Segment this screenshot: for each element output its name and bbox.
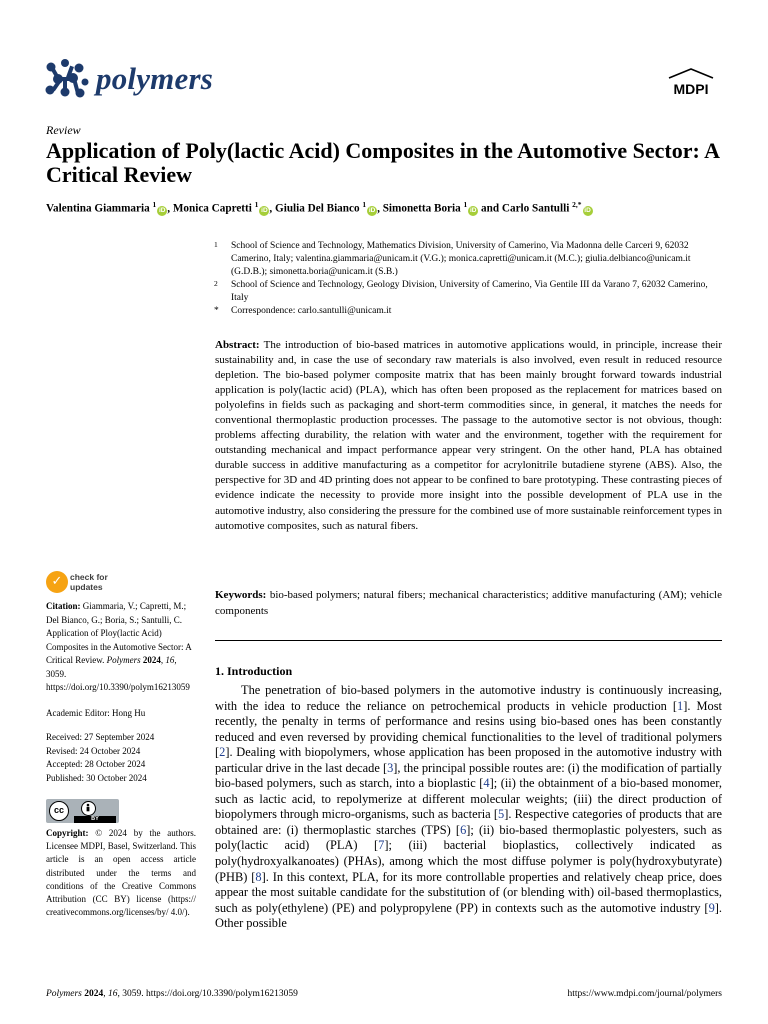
author-affiliation-marker: 1 <box>362 200 367 209</box>
date-revised: Revised: 24 October 2024 <box>46 745 141 756</box>
affiliation-item <box>214 305 724 318</box>
mdpi-logo-icon <box>666 68 716 98</box>
cc-by-license-icon[interactable] <box>46 799 119 823</box>
footer-year: 2024 <box>84 989 104 999</box>
reference-link[interactable]: 9 <box>708 900 715 915</box>
footer-citation: Polymers 2024, 16, 3059. https://doi.org/10.3390/polym16213059 <box>46 989 298 999</box>
author-affiliation-marker: 1 <box>463 200 468 209</box>
section-heading-introduction: 1. Introduction <box>215 664 293 678</box>
reference-link[interactable]: 8 <box>255 869 262 884</box>
check-updates-line1: check for <box>70 572 108 582</box>
intro-text: The penetration of bio-based polymers in the automotive industry is continuously increasing, with the idea to reduce the reliance on petrochemical products in vehicle production [ <box>215 683 722 713</box>
author-affiliation-marker: 2,* <box>572 200 582 209</box>
reference-link[interactable]: 3 <box>387 760 394 775</box>
keywords-label: Keywords: <box>215 589 267 601</box>
polymers-logo-icon <box>45 59 89 99</box>
keywords <box>215 588 722 619</box>
affiliation-text: Correspondence: carlo.santulli@unicam.it <box>231 306 392 316</box>
affiliation-text: School of Science and Technology, Geology Division, University of Camerino, Via Gentile III da Varano 7, 62032 Camerino, Italy <box>231 280 708 303</box>
affiliation-item <box>214 279 724 305</box>
affiliation-marker: * <box>214 306 219 316</box>
mdpi-logo-text: MDPI <box>673 81 709 97</box>
reference-link[interactable]: 7 <box>378 838 385 853</box>
orcid-icon[interactable]: iD <box>470 206 477 214</box>
author-affiliation-marker: 1 <box>254 200 259 209</box>
reference-link[interactable]: 2 <box>219 745 226 760</box>
citation-doi[interactable]: 3059. https://doi.org/10.3390/polym16213059 <box>46 668 190 692</box>
footer-volume: 16 <box>108 989 118 999</box>
orcid-icon[interactable]: iD <box>261 206 268 214</box>
affiliation-marker: 1 <box>214 240 218 249</box>
author-name[interactable]: Simonetta Boria <box>382 202 461 215</box>
author-name[interactable]: Carlo Santulli <box>501 202 570 215</box>
affiliations <box>214 240 724 318</box>
article-title: Application of Poly(lactic Acid) Composites in the Automotive Sector: A Critical Review <box>46 138 719 187</box>
citation-text: Giammaria, V.; Capretti, M.; Del Bianco, G.; Boria, S.; Santulli, C. Application of Ploy(lactic Acid) Composites in the Automotive Sector: A Critical Review. <box>46 601 192 665</box>
author-affiliation-marker: 1 <box>152 200 157 209</box>
orcid-icon[interactable]: iD <box>159 206 166 214</box>
journal-name: polymers <box>96 61 213 96</box>
check-for-updates-button[interactable] <box>46 571 166 597</box>
footer-journal-url[interactable]: https://www.mdpi.com/journal/polymers <box>567 989 722 999</box>
footer-doi-link[interactable]: 3059. https://doi.org/10.3390/polym16213059 <box>122 989 298 999</box>
abstract-text: The introduction of bio-based matrices in automotive applications would, in principle, increase their sustainability and, in case the use of secondary raw materials is also involved, even result in reduced resource depletion. The bio-based polymer composite matrix that has been mainly brought forward towards industrial application is poly(lactic acid) (PLA), which has often been proposed as the replacement for matrices based on polyolefins in fields such as packaging and short-term commodities since, in general, it matches the needs for conventional thermoplastic production processes. The passage to the automotive sector is not obvious, though: problems affecting durability, the relation with water and the environment, together with the requirement for outstanding mechanical and impact performance appear very stringent. On the other hand, PLA has obtained durable success in additive manufacturing as a competitor for acrylonitrile butadiene styrene (ABS). Also, the perspective for 3D and 4D printing does not appear to be confined to bare prototyping. These contrasting pieces of evidence indicate the necessity to provide more insight into the possible development of PLA use in the automotive industry, also considering the pressure for the combined use of more sustainable reinforcement types in automotive composites, such as natural fibers. <box>215 339 722 532</box>
orcid-icon[interactable]: iD <box>584 206 591 214</box>
abstract-label: Abstract: <box>215 339 260 351</box>
date-accepted: Accepted: 28 October 2024 <box>46 759 146 769</box>
reference-link[interactable]: 5 <box>498 807 505 822</box>
intro-text: ]. In this context, PLA, for its more controllable properties and relatively cheap price, does appear the most suitable candidate for the substitution of (or blending with) oil-based thermoplastics, such as poly(ethylene) (PE) and polypropylene (PP) in contexts such as the automotive industry [ <box>215 869 722 915</box>
reference-link[interactable]: 4 <box>483 776 490 791</box>
author-name[interactable]: Monica Capretti <box>172 202 252 215</box>
citation-block: Citation: Giammaria, V.; Capretti, M.; Del Bianco, G.; Boria, S.; Santulli, C. Application of Ploy(lactic Acid) Composites in the Automotive Sector: A Critical Review. Polymers 2024, 16, 3059. https://doi.org/10.3390/polym16213059 <box>46 601 192 692</box>
citation-volume: 16 <box>165 655 175 665</box>
intro-text: ], the principal possible routes are: (i) the modification of partially bio-based polymers, such as starch, into a bioplastic [ <box>215 760 722 791</box>
affiliation-marker: 2 <box>214 279 218 288</box>
reference-link[interactable]: 1 <box>677 698 684 713</box>
citation-year: 2024 <box>142 655 161 665</box>
attribution-person-icon <box>81 801 96 816</box>
date-received: Received: 27 September 2024 <box>46 732 155 742</box>
citation-label: Citation: <box>46 601 81 611</box>
introduction-paragraph <box>215 683 722 932</box>
affiliation-item <box>214 240 724 279</box>
author-name[interactable]: Giulia Del Bianco <box>275 202 360 215</box>
abstract <box>215 338 722 534</box>
intro-text: ]; (iii) bacterial bioplastics, collectively indicated as poly(hydroxyalkanoates) (PHAs), among which the most diffuse polymer is poly(hydroxybutyrate) (PHB) [ <box>215 838 723 884</box>
author-list: Valentina Giammaria $^1$iD , Monica Capretti $^1$iD , Giulia Del Bianco $^1$iD , Simonetta Boria $^1$iD and Carlo Santulli $^{2,*}$iD <box>46 200 591 215</box>
publication-dates <box>46 731 154 785</box>
article-type: Review <box>46 123 81 137</box>
orcid-icon[interactable]: iD <box>368 206 376 214</box>
copyright-label: Copyright: <box>46 828 89 838</box>
cc-icon: cc <box>49 801 69 821</box>
intro-text: ]. Other possible <box>215 900 722 931</box>
keywords-text: bio-based polymers; natural fibers; mechanical characteristics; additive manufacturing (AM); vehicle components <box>215 589 722 617</box>
intro-text: ]. Respective categories of products that are obtained are: (i) thermoplastic starches (TPS) [ <box>215 807 723 837</box>
citation-journal: Polymers <box>106 655 141 665</box>
reference-link[interactable]: 6 <box>460 822 467 837</box>
check-for-updates-icon: ✓ <box>46 571 68 593</box>
date-published: Published: 30 October 2024 <box>46 772 147 783</box>
section-divider <box>215 640 722 641</box>
intro-text: ]. Dealing with biopolymers, whose application has been proposed in the automotive industry with particular drive in the last decade [ <box>215 745 722 775</box>
affiliation-text: School of Science and Technology, Mathematics Division, University of Camerino, Via Madonna delle Carceri 9, 62032 Camerino, Italy; valentina.giammaria@unicam.it (V.G.); monica.capretti@unicam.it (M.C.); giulia.delbianco@unicam.it (G.D.B.); simonetta.boria@unicam.it (S.B.) <box>231 241 691 277</box>
copyright-text: © 2024 by the authors. Licensee MDPI, Basel, Switzerland. This article is an open access article distributed under the terms and conditions of the Creative Commons Attribution (CC BY) license (https:// creativecommons.org/licenses/by/ 4.0/). <box>46 828 197 918</box>
intro-text: ]. Most recently, the penalty in terms of performance and resins using bio-based ones has been constantly reduced and even reversed by providing chemical functionalities to the level of traditional polymers [ <box>215 698 722 760</box>
author-name[interactable]: Valentina Giammaria <box>46 202 150 215</box>
intro-text: ]; (ii) bio-based thermoplastic polyesters, such as poly(lactic acid) (PLA) [ <box>215 822 723 853</box>
by-label: BY <box>74 816 116 823</box>
footer-journal: Polymers <box>46 989 82 999</box>
academic-editor: Academic Editor: Hong Hu <box>46 708 146 718</box>
copyright-notice <box>46 827 196 919</box>
intro-text: ]; (ii) the obtainment of a bio-based monomer, such as lactic acid, to repolymerize at different molecular weights; (iii) the direct production of biopolymers through micro-organisms, such as bacteria [ <box>215 776 722 822</box>
check-updates-line2: updates <box>70 581 103 592</box>
